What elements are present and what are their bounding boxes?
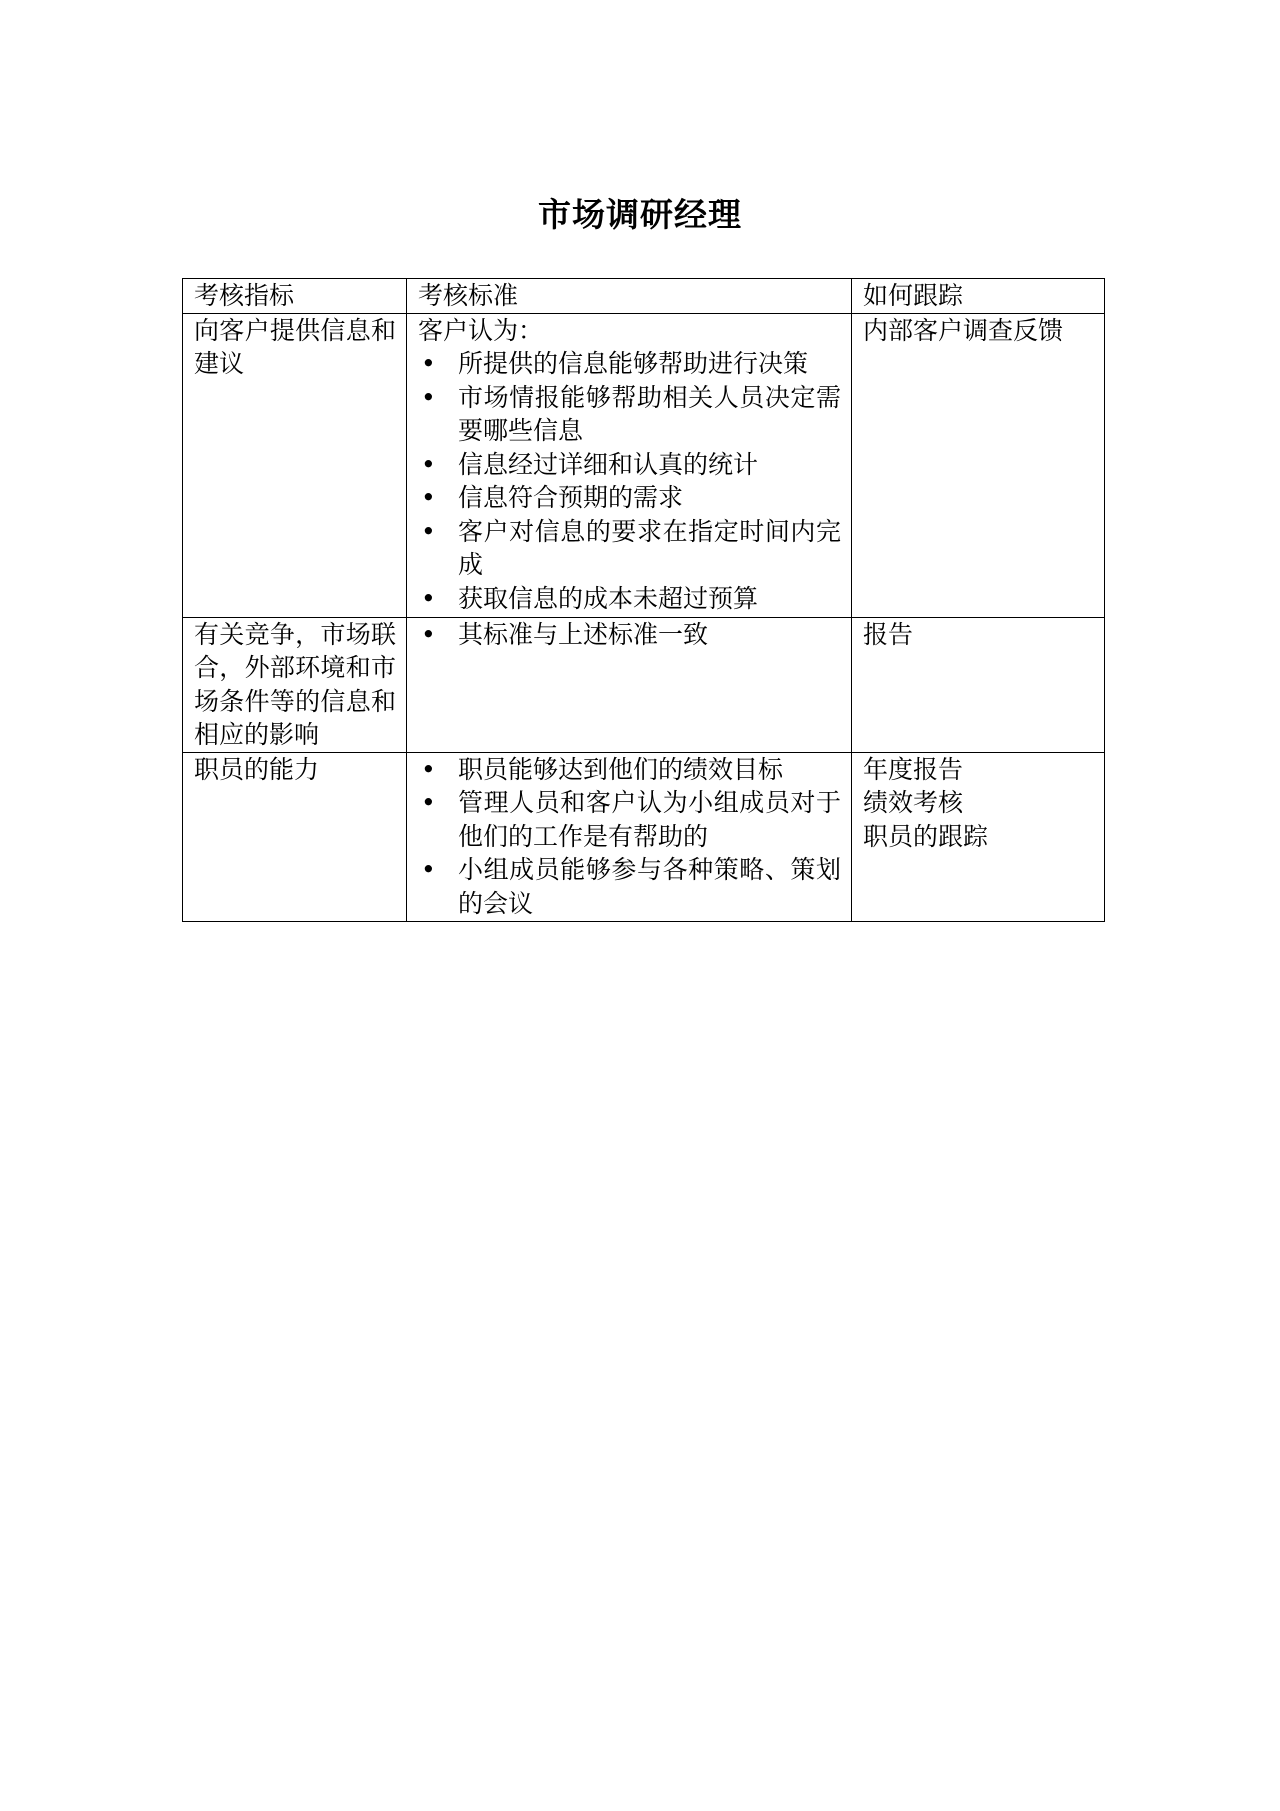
list-item [418, 481, 841, 515]
header-indicator: 考核指标 [183, 279, 407, 314]
bullet-icon: • [421, 382, 436, 412]
standard-intro: 客户认为： [418, 315, 544, 345]
list-item [418, 381, 841, 448]
bullet-icon: • [421, 788, 436, 817]
indicator-cell [183, 313, 407, 617]
list-item [418, 753, 841, 787]
tracking-cell [852, 617, 1105, 752]
list-item [418, 448, 841, 482]
tracking-text: 报告 [863, 619, 914, 649]
standard-text: 所提供的信息能够帮助进行决策 [458, 349, 809, 378]
standard-list [418, 753, 841, 921]
indicator-text: 有关竞争，市场联合，外部环境和市场条件等的信息和相应的影响 [194, 619, 396, 749]
standard-text: 管理人员和客户认为小组成员对于他们的工作是有帮助的 [458, 788, 841, 851]
standard-text: 职员能够达到他们的绩效目标 [458, 754, 784, 784]
tracking-text: 年度报告 [863, 754, 964, 784]
table-row [183, 752, 1105, 921]
list-item [418, 618, 841, 652]
indicator-text: 职员的能力 [194, 754, 320, 784]
tracking-cell [852, 752, 1105, 921]
bullet-icon: • [421, 855, 436, 884]
tracking-text: 绩效考核 [863, 788, 964, 817]
kpi-table [182, 278, 1105, 922]
bullet-icon: • [421, 483, 436, 512]
header-standard: 考核标准 [407, 279, 852, 314]
list-item [418, 853, 841, 920]
header-tracking: 如何跟踪 [852, 279, 1105, 314]
standard-text: 小组成员能够参与各种策略、策划的会议 [458, 855, 841, 918]
bullet-icon: • [421, 449, 436, 479]
tracking-cell [852, 313, 1105, 617]
standard-text: 客户对信息的要求在指定时间内完成 [458, 516, 841, 579]
standard-cell [407, 752, 852, 921]
bullet-icon: • [421, 619, 436, 649]
standard-cell [407, 313, 852, 617]
standard-list [418, 618, 841, 652]
bullet-icon: • [421, 516, 436, 546]
indicator-text: 向客户提供信息和建议 [194, 315, 396, 378]
tracking-text: 职员的跟踪 [863, 821, 989, 851]
list-item [418, 582, 841, 616]
table-row [183, 313, 1105, 617]
list-item [418, 515, 841, 582]
standard-text: 信息符合预期的需求 [458, 483, 684, 512]
standard-list [418, 347, 841, 615]
standard-text: 其标准与上述标准一致 [458, 619, 709, 649]
standard-text: 获取信息的成本未超过预算 [458, 583, 759, 613]
table-header-row [183, 279, 1105, 314]
list-item [418, 786, 841, 853]
bullet-icon: • [421, 583, 436, 613]
standard-text: 信息经过详细和认真的统计 [458, 449, 759, 479]
table-row [183, 617, 1105, 752]
bullet-icon: • [421, 754, 436, 784]
bullet-icon: • [421, 349, 436, 378]
standard-cell [407, 617, 852, 752]
page-title: 市场调研经理 [538, 195, 742, 234]
standard-text: 市场情报能够帮助相关人员决定需要哪些信息 [458, 382, 841, 445]
list-item [418, 347, 841, 381]
indicator-cell [183, 617, 407, 752]
indicator-cell [183, 752, 407, 921]
tracking-text: 内部客户调查反馈 [863, 315, 1064, 345]
